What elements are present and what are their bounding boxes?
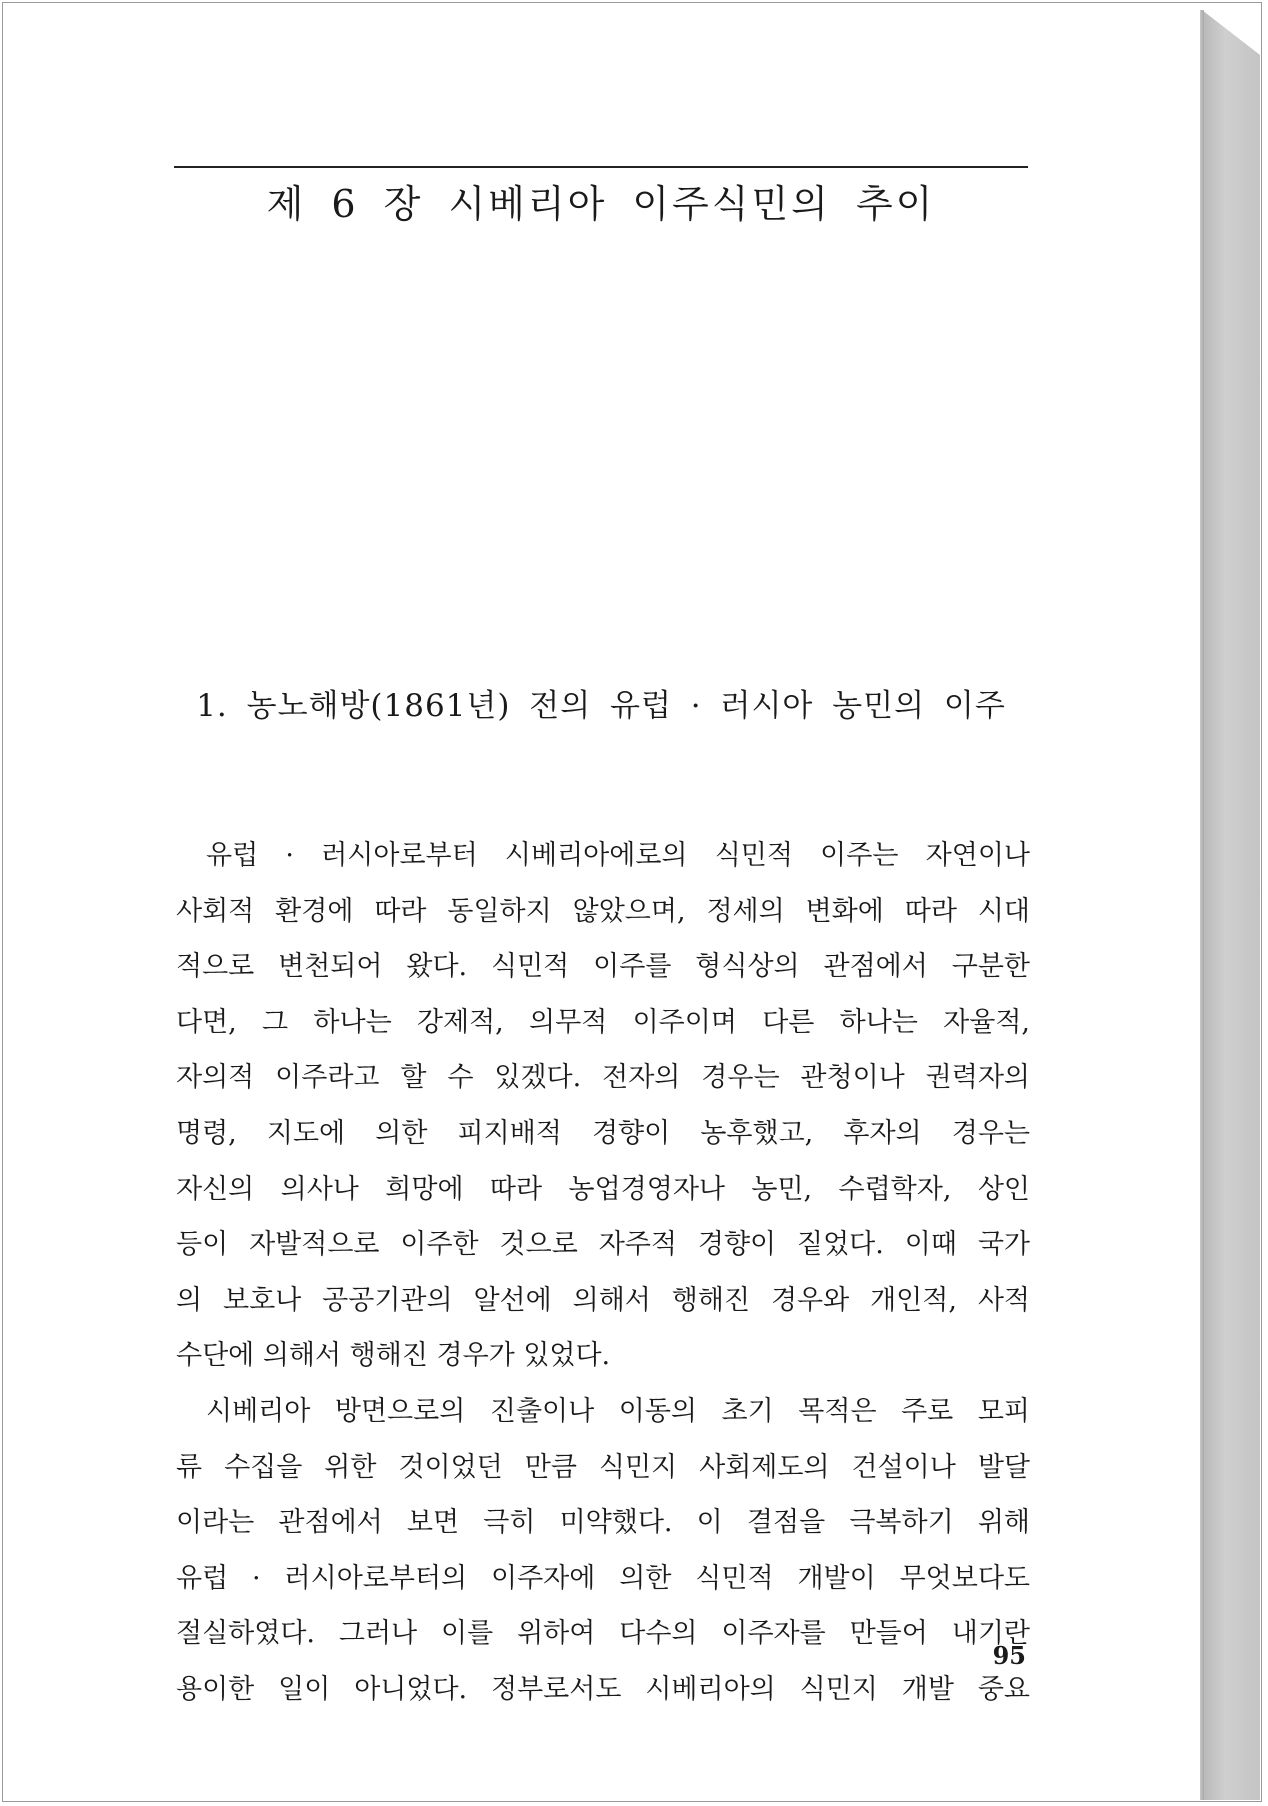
page-number: 95 (992, 1641, 1026, 1670)
book-page (6, 6, 1200, 1800)
text-line: 자신의 의사나 희망에 따라 농업경영자나 농민, 수렵학자, 상인 (176, 1173, 1030, 1205)
text-line: 적으로 변천되어 왔다. 식민적 이주를 형식상의 관점에서 구분한 (176, 951, 1030, 983)
text-line: 의 보호나 공공기관의 알선에 의해서 행해진 경우와 개인적, 사적 (176, 1284, 1030, 1316)
book-page-edge (1202, 10, 1260, 1800)
text-line: 유럽 · 러시아로부터의 이주자에 의한 식민적 개발이 무엇보다도 (176, 1562, 1030, 1594)
paragraph-2 (176, 1384, 1030, 1718)
text-line: 사회적 환경에 따라 동일하지 않았으며, 정세의 변화에 따라 시대 (176, 895, 1030, 927)
text-line: 이라는 관점에서 보면 극히 미약했다. 이 결점을 극복하기 위해 (176, 1507, 1030, 1539)
text-line: 용이한 일이 아니었다. 정부로서도 시베리아의 식민지 개발 중요 (176, 1673, 1030, 1705)
chapter-rule (174, 166, 1028, 168)
text-line: 등이 자발적으로 이주한 것으로 자주적 경향이 짙었다. 이때 국가 (176, 1229, 1030, 1261)
section-heading: 1. 농노해방(1861년) 전의 유럽 · 러시아 농민의 이주 (196, 688, 1006, 724)
text-line: 유럽 · 러시아로부터 시베리아에로의 식민적 이주는 자연이나 (206, 840, 1030, 871)
paragraph-1 (176, 828, 1030, 1384)
chapter-title: 제 6 장 시베리아 이주식민의 추이 (266, 182, 936, 226)
text-line: 수단에 의해서 행해진 경우가 있었다. (176, 1340, 611, 1372)
text-line: 명령, 지도에 의한 피지배적 경향이 농후했고, 후자의 경우는 (176, 1117, 1030, 1149)
text-line: 절실하였다. 그러나 이를 위하여 다수의 이주자를 만들어 내기란 (176, 1618, 1030, 1650)
text-line: 시베리아 방면으로의 진출이나 이동의 초기 목적은 주로 모피 (206, 1395, 1030, 1427)
text-line: 다면, 그 하나는 강제적, 의무적 이주이며 다른 하나는 자율적, (176, 1006, 1030, 1038)
text-line: 자의적 이주라고 할 수 있겠다. 전자의 경우는 관청이나 권력자의 (176, 1062, 1030, 1094)
body-text (176, 828, 1030, 1718)
text-line: 류 수집을 위한 것이었던 만큼 식민지 사회제도의 건설이나 발달 (176, 1451, 1030, 1483)
